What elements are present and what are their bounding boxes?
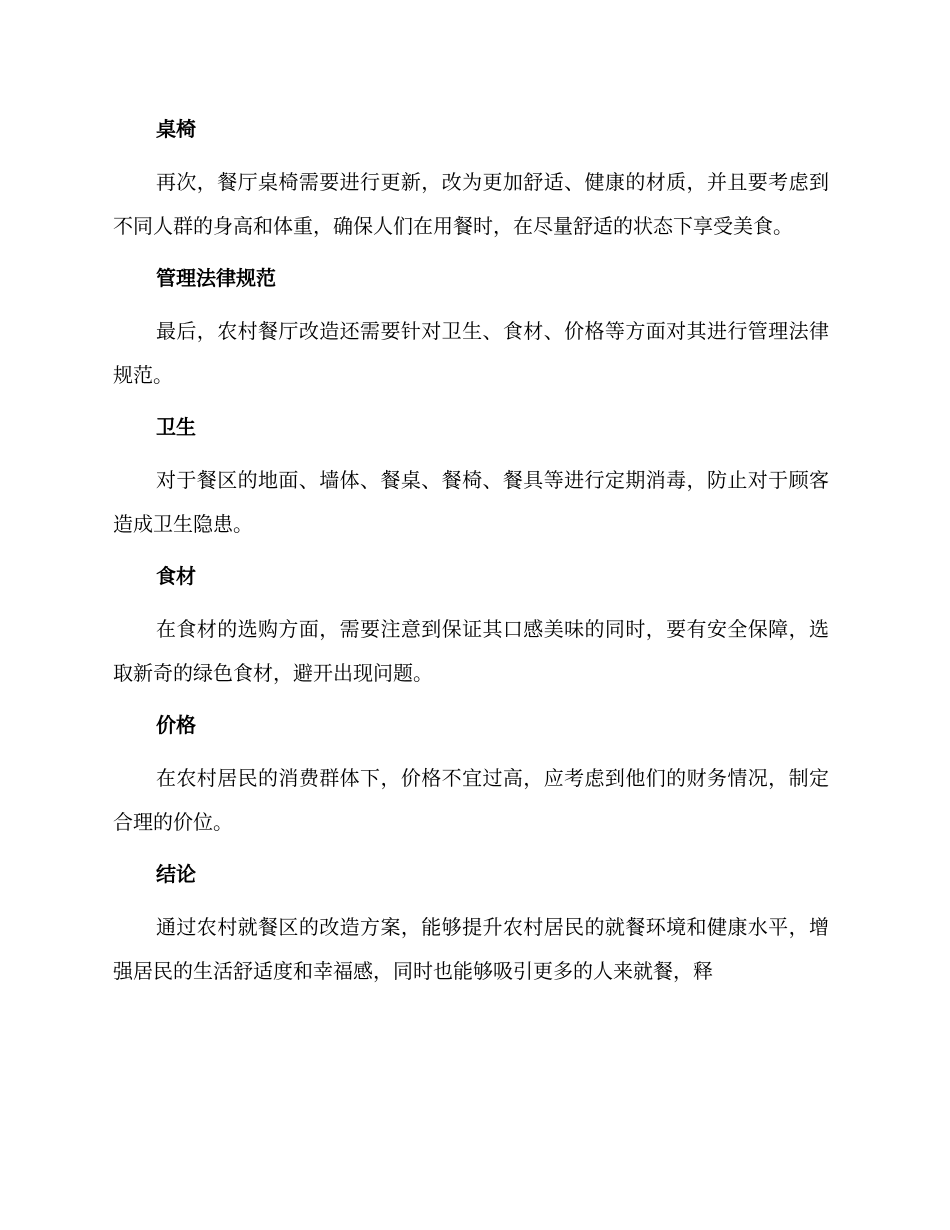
section-hygiene [113,406,829,546]
section-ingredients [113,555,829,695]
section-paragraph: 在农村居民的消费群体下，价格不宜过高，应考虑到他们的财务情况，制定合理的价位。 [113,766,829,834]
section-heading: 管理法律规范 [156,266,276,290]
section-heading: 价格 [156,713,196,737]
section-conclusion [113,853,829,993]
section-management-regulations [113,257,829,397]
section-paragraph: 再次，餐厅桌椅需要进行更新，改为更加舒适、健康的材质，并且要考虑到不同人群的身高和体重，确保人们在用餐时，在尽量舒适的状态下享受美食。 [113,170,829,238]
section-paragraph: 通过农村就餐区的改造方案，能够提升农村居民的就餐环境和健康水平，增强居民的生活舒适度和幸福感，同时也能够吸引更多的人来就餐，释 [113,915,829,983]
section-heading: 桌椅 [156,117,196,141]
document-body [113,108,829,1002]
section-paragraph: 对于餐区的地面、墙体、餐桌、餐椅、餐具等进行定期消毒，防止对于顾客造成卫生隐患。 [113,468,829,536]
section-paragraph: 在食材的选购方面，需要注意到保证其口感美味的同时，要有安全保障，选取新奇的绿色食材，避开出现问题。 [113,617,829,685]
section-price [113,704,829,844]
section-heading: 卫生 [156,415,196,439]
section-heading: 食材 [156,564,196,588]
section-heading: 结论 [156,862,196,886]
section-paragraph: 最后，农村餐厅改造还需要针对卫生、食材、价格等方面对其进行管理法律规范。 [113,319,829,387]
section-tables-chairs [113,108,829,248]
